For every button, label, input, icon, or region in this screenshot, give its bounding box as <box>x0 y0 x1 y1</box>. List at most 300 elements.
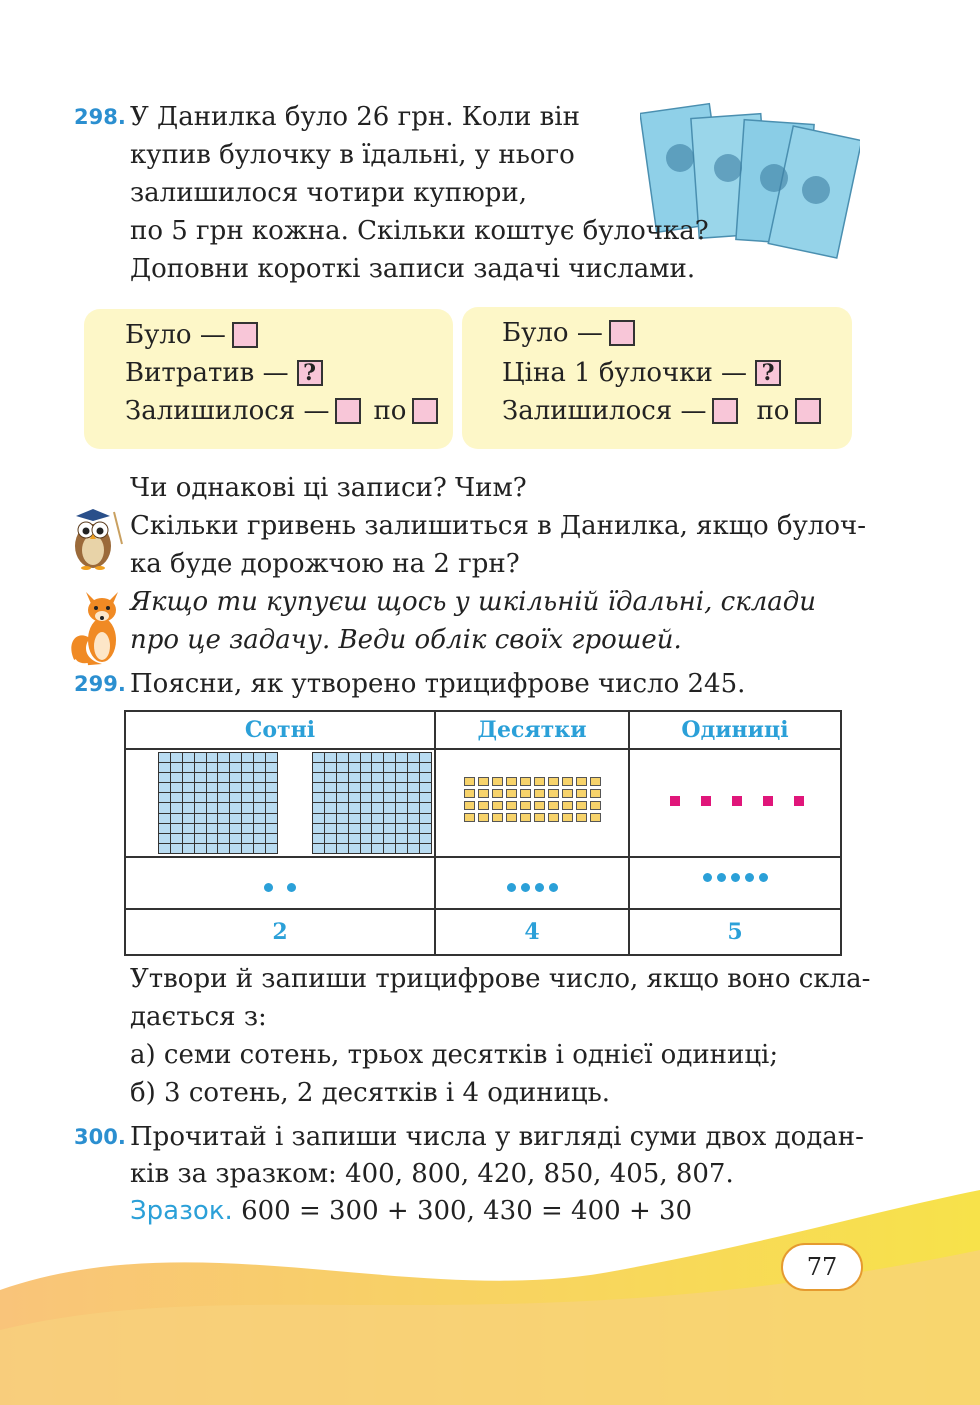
unit-cell <box>337 783 348 792</box>
ten-unit <box>576 789 587 798</box>
one-unit <box>701 796 711 806</box>
unit-cell <box>325 814 336 823</box>
unit-cell <box>313 753 324 762</box>
unit-cell <box>349 844 360 853</box>
ten-unit <box>506 777 517 786</box>
right-row-had-label: Було — <box>502 318 603 348</box>
unit-cell <box>372 753 383 762</box>
unit-cell <box>230 773 241 782</box>
unit-cell <box>325 783 336 792</box>
problem-300-sample <box>130 1192 692 1230</box>
unit-cell <box>242 763 253 772</box>
answer-square[interactable] <box>412 398 438 424</box>
owl-icon <box>66 504 124 572</box>
ten-unit <box>590 777 601 786</box>
unit-cell <box>159 824 170 833</box>
unit-cell <box>337 834 348 843</box>
italic-task-line-1: Якщо ти купуєш щось у шкільній їдальні, склади <box>130 587 817 617</box>
ten-unit <box>576 777 587 786</box>
digit-hundreds: 2 <box>125 909 435 955</box>
digit-tens: 4 <box>435 909 629 955</box>
ten-unit <box>478 777 489 786</box>
unit-cell <box>266 773 277 782</box>
unit-cell <box>159 783 170 792</box>
ten-unit <box>534 801 545 810</box>
ten-unit <box>464 777 475 786</box>
unit-cell <box>325 753 336 762</box>
unit-cell <box>218 763 229 772</box>
unit-cell <box>420 803 431 812</box>
header-tens: Десятки <box>435 711 629 749</box>
unit-cell <box>171 834 182 843</box>
answer-square[interactable] <box>335 398 361 424</box>
header-hundreds: Сотні <box>125 711 435 749</box>
unit-cell <box>313 834 324 843</box>
ones-dots-cell <box>629 857 841 909</box>
unit-cell <box>349 824 360 833</box>
unit-cell <box>183 783 194 792</box>
unit-cell <box>384 803 395 812</box>
unit-cell <box>218 773 229 782</box>
problem-298-line-4: по 5 грн кожна. Скільки коштує булочка? <box>130 216 709 246</box>
left-row-had <box>125 318 258 352</box>
unit-cell <box>372 814 383 823</box>
unit-cell <box>195 834 206 843</box>
unit-cell <box>266 783 277 792</box>
unit-cell <box>349 834 360 843</box>
unit-cell <box>183 844 194 853</box>
ten-unit <box>562 813 573 822</box>
unit-cell <box>171 824 182 833</box>
unit-cell <box>266 803 277 812</box>
unit-cell <box>207 803 218 812</box>
right-row-left-label: Залишилося — <box>502 396 707 426</box>
unit-cell <box>266 814 277 823</box>
ten-unit <box>534 777 545 786</box>
unit-cell <box>254 814 265 823</box>
hundreds-dots-cell <box>125 857 435 909</box>
unit-cell <box>396 753 407 762</box>
unit-cell <box>313 793 324 802</box>
unit-cell <box>195 783 206 792</box>
unit-cell <box>349 814 360 823</box>
unit-cell <box>325 834 336 843</box>
unit-cell <box>195 814 206 823</box>
answer-square[interactable] <box>795 398 821 424</box>
ten-unit <box>576 813 587 822</box>
left-row-left <box>125 394 438 428</box>
problem-299-text: Поясни, як утворено трицифрове число 245. <box>130 669 746 699</box>
ten-unit <box>520 789 531 798</box>
unit-cell <box>420 814 431 823</box>
unit-cell <box>349 803 360 812</box>
unit-cell <box>207 793 218 802</box>
one-unit <box>670 796 680 806</box>
unit-cell <box>408 824 419 833</box>
ten-unit <box>478 813 489 822</box>
ten-unit <box>562 777 573 786</box>
unit-cell <box>361 783 372 792</box>
ten-unit <box>492 777 503 786</box>
problem-298-line-1: У Данилка було 26 грн. Коли він <box>130 102 580 132</box>
count-dot <box>759 873 768 882</box>
unit-cell <box>349 773 360 782</box>
unit-cell <box>195 773 206 782</box>
right-row-price <box>502 356 781 390</box>
unit-cell <box>384 834 395 843</box>
unit-cell <box>254 834 265 843</box>
unit-cell <box>207 763 218 772</box>
unit-cell <box>242 814 253 823</box>
tens-rods <box>464 777 601 822</box>
question-square: ? <box>755 360 781 386</box>
right-row-price-label: Ціна 1 булочки — <box>502 358 748 388</box>
unit-cell <box>183 793 194 802</box>
page-number: 77 <box>781 1243 863 1291</box>
right-row-po-label: по <box>756 396 790 426</box>
ten-unit <box>478 789 489 798</box>
unit-cell <box>183 763 194 772</box>
one-unit <box>732 796 742 806</box>
problem-299-after-1: Утвори й запиши трицифрове число, якщо воно скла- <box>130 964 871 994</box>
ten-unit <box>590 801 601 810</box>
count-dot <box>287 883 296 892</box>
question-same-records: Чи однакові ці записи? Чим? <box>130 473 527 503</box>
unit-cell <box>254 773 265 782</box>
problem-298-line-5: Доповни короткі записи задачі числами. <box>130 254 696 284</box>
ones-units <box>670 796 804 806</box>
unit-cell <box>230 803 241 812</box>
left-row-left-label: Залишилося — <box>125 396 330 426</box>
unit-cell <box>408 773 419 782</box>
problem-number-299: 299. <box>74 672 126 696</box>
count-dot <box>717 873 726 882</box>
unit-cell <box>171 753 182 762</box>
unit-cell <box>242 834 253 843</box>
unit-cell <box>159 763 170 772</box>
ten-unit <box>562 789 573 798</box>
unit-cell <box>171 763 182 772</box>
unit-cell <box>396 793 407 802</box>
ten-unit <box>520 813 531 822</box>
problem-299-after-4: б) 3 сотень, 2 десятків і 4 одиниць. <box>130 1078 611 1108</box>
ten-unit <box>590 789 601 798</box>
unit-cell <box>207 834 218 843</box>
unit-cell <box>372 763 383 772</box>
unit-cell <box>325 793 336 802</box>
unit-cell <box>207 753 218 762</box>
place-value-table <box>124 710 842 956</box>
unit-cell <box>396 773 407 782</box>
unit-cell <box>207 783 218 792</box>
unit-cell <box>195 763 206 772</box>
unit-cell <box>396 763 407 772</box>
unit-cell <box>408 814 419 823</box>
unit-cell <box>207 773 218 782</box>
unit-cell <box>337 844 348 853</box>
unit-cell <box>195 753 206 762</box>
unit-cell <box>325 824 336 833</box>
ten-unit <box>548 801 559 810</box>
unit-cell <box>384 753 395 762</box>
unit-cell <box>218 824 229 833</box>
unit-cell <box>266 763 277 772</box>
unit-cell <box>254 844 265 853</box>
left-row-had-label: Було — <box>125 320 226 350</box>
unit-cell <box>171 814 182 823</box>
ten-unit <box>520 777 531 786</box>
ten-unit <box>576 801 587 810</box>
unit-cell <box>230 793 241 802</box>
unit-cell <box>384 763 395 772</box>
problem-298-line-3: залишилося чотири купюри, <box>130 178 527 208</box>
unit-cell <box>408 793 419 802</box>
unit-cell <box>171 773 182 782</box>
unit-cell <box>195 844 206 853</box>
left-row-po-label: по <box>373 396 407 426</box>
unit-cell <box>159 834 170 843</box>
unit-cell <box>384 824 395 833</box>
unit-cell <box>195 803 206 812</box>
problem-299-after-3: а) семи сотень, трьох десятків і однієї одиниці; <box>130 1040 779 1070</box>
answer-square[interactable] <box>609 320 635 346</box>
count-dot <box>535 883 544 892</box>
unit-cell <box>408 844 419 853</box>
unit-cell <box>313 844 324 853</box>
problem-298-line-2: купив булочку в їдальні, у нього <box>130 140 575 170</box>
unit-cell <box>372 773 383 782</box>
unit-cell <box>171 844 182 853</box>
ten-unit <box>492 789 503 798</box>
ten-unit <box>548 813 559 822</box>
unit-cell <box>361 824 372 833</box>
unit-cell <box>254 783 265 792</box>
unit-cell <box>372 844 383 853</box>
ten-unit <box>492 801 503 810</box>
unit-cell <box>266 793 277 802</box>
unit-cell <box>242 773 253 782</box>
ten-unit <box>506 801 517 810</box>
unit-cell <box>266 844 277 853</box>
unit-cell <box>325 773 336 782</box>
unit-cell <box>337 824 348 833</box>
unit-cell <box>230 834 241 843</box>
unit-cell <box>384 844 395 853</box>
unit-cell <box>218 783 229 792</box>
unit-cell <box>207 844 218 853</box>
question-how-much-left-1: Скільки гривень залишиться в Данилка, якщо булоч- <box>130 511 866 541</box>
hundred-square <box>158 752 278 854</box>
unit-cell <box>420 844 431 853</box>
unit-cell <box>230 844 241 853</box>
unit-cell <box>254 803 265 812</box>
unit-cell <box>325 763 336 772</box>
unit-cell <box>313 824 324 833</box>
unit-cell <box>384 793 395 802</box>
answer-square[interactable] <box>712 398 738 424</box>
unit-cell <box>183 834 194 843</box>
count-dot <box>507 883 516 892</box>
problem-number-298: 298. <box>74 105 126 129</box>
unit-cell <box>384 814 395 823</box>
unit-cell <box>372 803 383 812</box>
digit-ones: 5 <box>629 909 841 955</box>
unit-cell <box>384 773 395 782</box>
unit-cell <box>159 773 170 782</box>
unit-cell <box>361 793 372 802</box>
answer-square[interactable] <box>232 322 258 348</box>
unit-cell <box>408 834 419 843</box>
unit-cell <box>372 783 383 792</box>
ones-picture-cell <box>629 749 841 857</box>
unit-cell <box>420 834 431 843</box>
unit-cell <box>420 824 431 833</box>
unit-cell <box>396 803 407 812</box>
ten-unit <box>506 813 517 822</box>
unit-cell <box>349 763 360 772</box>
problem-300-line-2: ків за зразком: 400, 800, 420, 850, 405, 807. <box>130 1159 734 1189</box>
ten-unit <box>464 813 475 822</box>
unit-cell <box>420 763 431 772</box>
unit-cell <box>372 824 383 833</box>
unit-cell <box>195 824 206 833</box>
ten-unit <box>534 813 545 822</box>
unit-cell <box>408 803 419 812</box>
unit-cell <box>183 803 194 812</box>
unit-cell <box>408 783 419 792</box>
unit-cell <box>361 753 372 762</box>
ten-unit <box>464 789 475 798</box>
unit-cell <box>230 763 241 772</box>
sample-text: 600 = 300 + 300, 430 = 400 + 30 <box>232 1196 693 1226</box>
unit-cell <box>396 783 407 792</box>
hundreds-picture-cell <box>125 749 435 857</box>
unit-cell <box>396 834 407 843</box>
unit-cell <box>337 814 348 823</box>
question-square: ? <box>297 360 323 386</box>
unit-cell <box>242 803 253 812</box>
unit-cell <box>218 844 229 853</box>
unit-cell <box>218 803 229 812</box>
unit-cell <box>242 793 253 802</box>
unit-cell <box>195 793 206 802</box>
ten-unit <box>548 777 559 786</box>
unit-cell <box>183 824 194 833</box>
unit-cell <box>420 793 431 802</box>
italic-task-line-2: про це задачу. Веди облік своїх грошей. <box>130 625 682 655</box>
unit-cell <box>218 753 229 762</box>
unit-cell <box>183 753 194 762</box>
unit-cell <box>420 773 431 782</box>
unit-cell <box>171 803 182 812</box>
unit-cell <box>218 834 229 843</box>
problem-299-after-2: дається з: <box>130 1002 267 1032</box>
unit-cell <box>361 773 372 782</box>
count-dot <box>703 873 712 882</box>
ten-unit <box>548 789 559 798</box>
unit-cell <box>207 824 218 833</box>
unit-cell <box>349 753 360 762</box>
count-dot <box>549 883 558 892</box>
one-unit <box>794 796 804 806</box>
ten-unit <box>492 813 503 822</box>
problem-number-300: 300. <box>74 1125 126 1149</box>
ten-unit <box>478 801 489 810</box>
unit-cell <box>349 793 360 802</box>
unit-cell <box>337 803 348 812</box>
unit-cell <box>313 803 324 812</box>
unit-cell <box>396 824 407 833</box>
ten-unit <box>562 801 573 810</box>
unit-cell <box>159 753 170 762</box>
unit-cell <box>361 803 372 812</box>
header-ones: Одиниці <box>629 711 841 749</box>
unit-cell <box>420 753 431 762</box>
unit-cell <box>242 753 253 762</box>
ten-unit <box>534 789 545 798</box>
left-row-spent <box>125 356 323 390</box>
ten-unit <box>464 801 475 810</box>
tens-dots-cell <box>435 857 629 909</box>
unit-cell <box>337 753 348 762</box>
unit-cell <box>254 824 265 833</box>
unit-cell <box>266 834 277 843</box>
unit-cell <box>171 793 182 802</box>
unit-cell <box>349 783 360 792</box>
unit-cell <box>337 763 348 772</box>
sample-label: Зразок. <box>130 1196 233 1226</box>
count-dot <box>731 873 740 882</box>
unit-cell <box>325 803 336 812</box>
unit-cell <box>159 814 170 823</box>
unit-cell <box>408 753 419 762</box>
unit-cell <box>207 814 218 823</box>
unit-cell <box>313 814 324 823</box>
unit-cell <box>420 783 431 792</box>
unit-cell <box>337 793 348 802</box>
unit-cell <box>254 793 265 802</box>
unit-cell <box>313 773 324 782</box>
unit-cell <box>313 763 324 772</box>
problem-300-line-1: Прочитай і запиши числа у вигляді суми двох додан- <box>130 1122 864 1152</box>
unit-cell <box>159 844 170 853</box>
unit-cell <box>313 783 324 792</box>
hundred-square <box>312 752 432 854</box>
unit-cell <box>218 814 229 823</box>
ten-unit <box>506 789 517 798</box>
unit-cell <box>266 824 277 833</box>
count-dot <box>521 883 530 892</box>
unit-cell <box>159 803 170 812</box>
unit-cell <box>218 793 229 802</box>
unit-cell <box>254 753 265 762</box>
unit-cell <box>230 824 241 833</box>
unit-cell <box>183 814 194 823</box>
unit-cell <box>361 814 372 823</box>
unit-cell <box>372 793 383 802</box>
unit-cell <box>171 783 182 792</box>
unit-cell <box>372 834 383 843</box>
unit-cell <box>408 763 419 772</box>
count-dot <box>745 873 754 882</box>
question-how-much-left-2: ка буде дорожчою на 2 грн? <box>130 549 520 579</box>
tens-picture-cell <box>435 749 629 857</box>
unit-cell <box>159 793 170 802</box>
unit-cell <box>242 844 253 853</box>
unit-cell <box>396 814 407 823</box>
unit-cell <box>396 844 407 853</box>
unit-cell <box>361 763 372 772</box>
